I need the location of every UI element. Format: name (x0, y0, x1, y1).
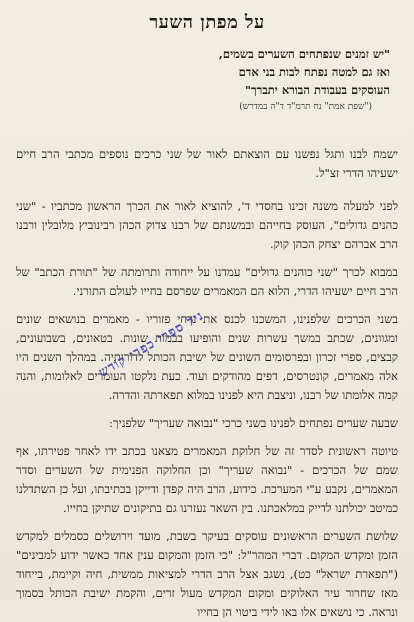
epigraph-quote (16, 45, 390, 115)
quote-source: ("שפת אמת" נח תרמ"ד ד"ה במדרש) (239, 102, 372, 112)
quote-line: העוסקים בעבודת הבורא יתברך" (244, 83, 390, 97)
body-paragraph: לפני למעלה משנה זכינו בחסדי ד', להוציא לאור את הכרך הראשון מכתביו - "שני כהנים גדולים", העוסק בחייהם ובמשנתם של רבנו צדוק הכהן רבינוביץ מלובלין ורבנו הרב אברהם יצחק הכהן קוק. (16, 199, 398, 251)
page-title: על מפתן השער (149, 12, 265, 33)
body-paragraph: ישמח לבנו ותגל נפשנו עם הוצאתם לאור של שני כרכים נוספים מכתבי הרב חיים ישעיהו הדרי זצ"ל. (16, 147, 398, 180)
library-stamp: ניל ספרי כפרי קודש (96, 308, 207, 381)
body-paragraph: טיוטה ראשונית לסדר זה של חלוקת המאמרים מצאנו בכתב ידו לאחר פטירתו, אף שמם של הכרכים - "נבואה שעריך" וכן החלוקה הפנימית של השערים וסדר המאמרים, נקבע ע"י המערכת. כידוע, הרב היה קפדן ודייקן בכתיבתו, ועל כן השתדלנו כמיטב יכולתנו לדייק במלאכתנו. בין השאר נעזרנו גם בתיקונים שתיקן בחייו. (16, 444, 398, 515)
body-paragraph: שבעה שערים נפתחים לפנינו בשני כרכי "נבואה שעריך" שלפניך: (109, 416, 398, 430)
body-paragraph: במבוא לכרך "שני כוהנים גדולים" עמדנו על ייחודה ותרומתה של "תורת הכתב" של הרב חיים ישעיהו הדרי, הלוא הם המאמרים שפרסם בחייו לעולם התורני. (16, 265, 398, 298)
quote-line: "יש זמנים שנפתחים השערים בשמים, (218, 47, 390, 61)
body-paragraph: שלושת השערים הראשונים עוסקים בעיקר בשבת, מועד וירושלים כסמלים למקדש הזמן ומקדש המקום. דברי המהר"ל: "כי הזמן והמקום ענין אחד כאשר ידוע למבינים" ("תפארת ישראל" כט), נשגב אצל הרב הדרי למציאות ממשית, חיה וקיימת, בייחוד מאז שחרור עיר האלוקים ומקום המקדש מעול זרים, והקמת ישיבת הכותל בסמוך ונראה. כי נושאים אלו באו לידי ביטוי הן בחייו (16, 529, 398, 619)
quote-line: ואז גם למטה נפתח לבות בני אדם (238, 65, 390, 79)
body-paragraph: בשני הכרכים שלפנינו, המשכנו לכנס את נדחי פזוריו - מאמרים בנושאים שונים ומגוונים, שכתב במשך עשרות שנים והופיעו בבמות שונות. בטאונים, בשבועונים, קבצים, ספרי זכרון ובפרסומים השונים של ישיבת הכותל לדורותיה. במהלך השנים היו אלה מאמרים, קונטרסים, דפים מהודקים ועוד. כעת נלקטו העומרים לאלומות, והנה קמה אלומתו של רבנו, וניצבת היא לפנינו במלוא תפארתה והדרה. (16, 312, 398, 402)
